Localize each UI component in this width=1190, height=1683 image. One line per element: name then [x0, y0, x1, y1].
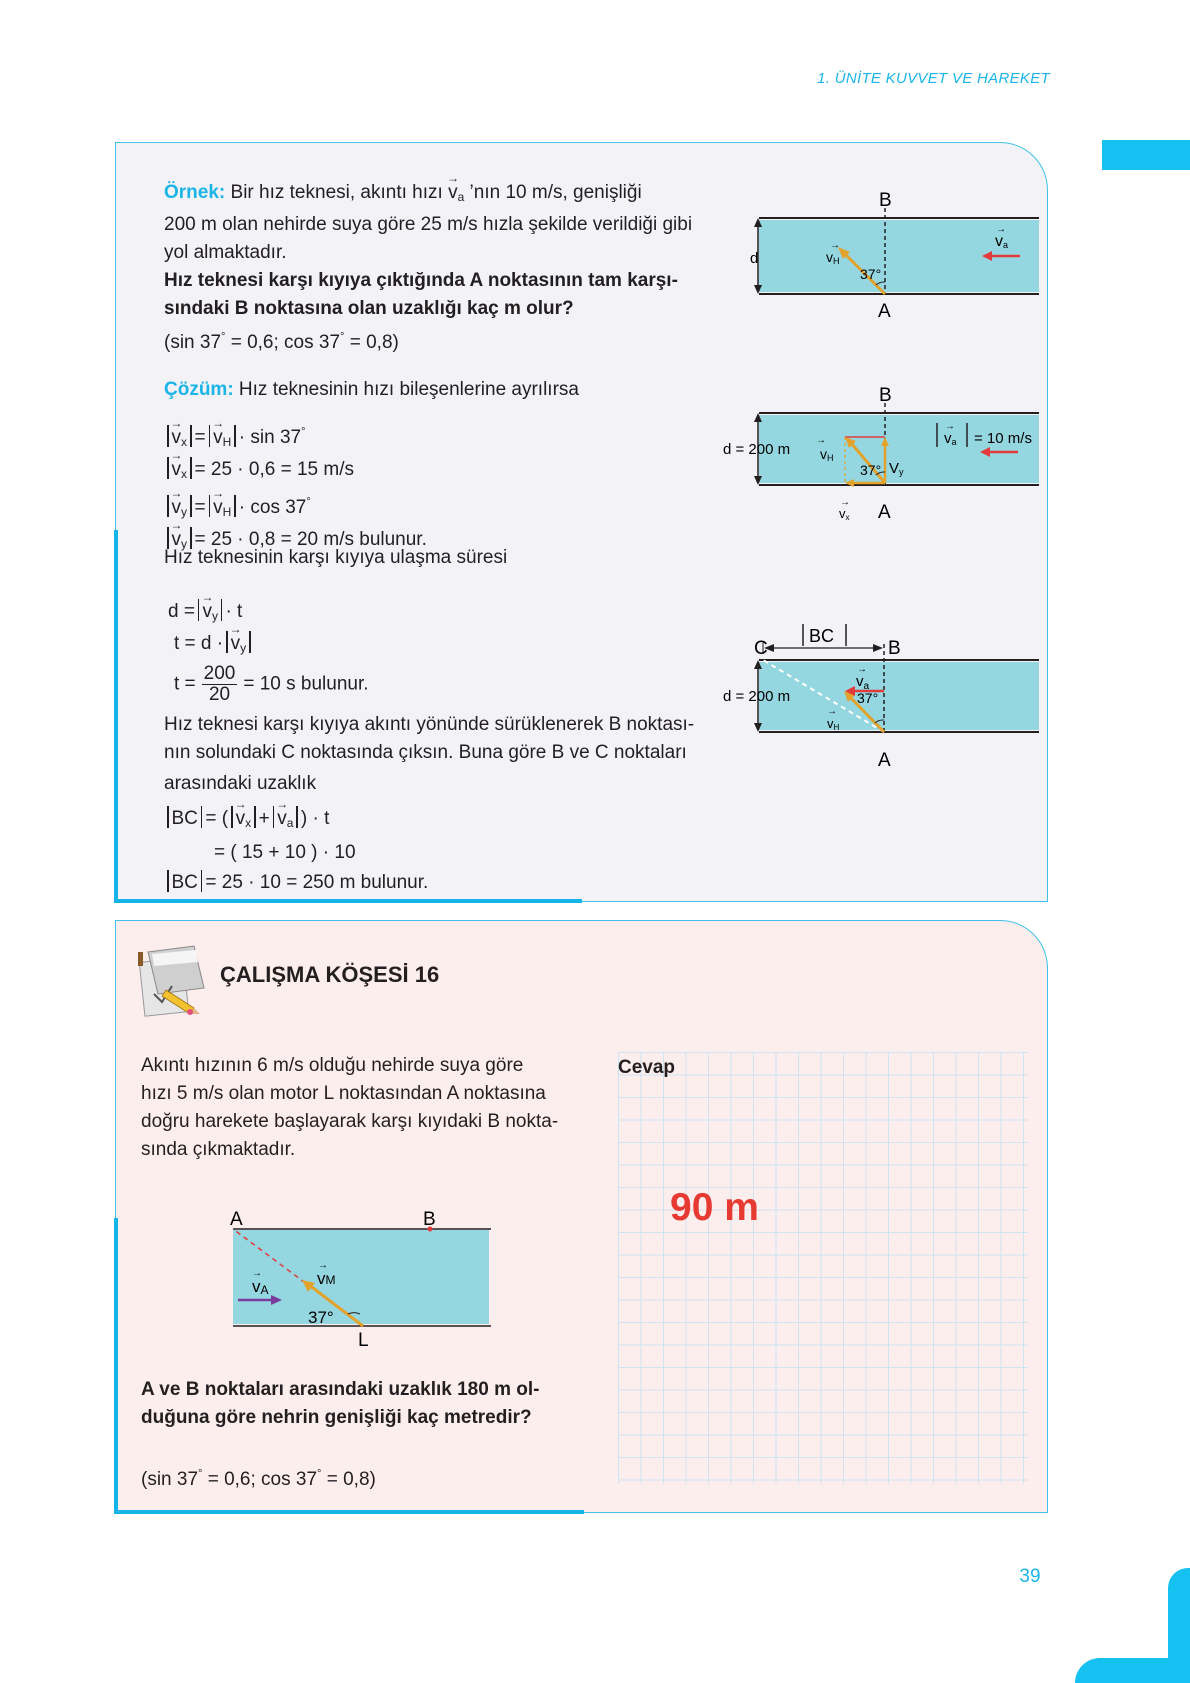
drift-text: Hız teknesi karşı kıyıya akıntı yönünde sürüklenerek B noktası- nın solundaki C noktasında çıksın. Buna göre B ve C noktaları arasındaki uzaklık	[164, 714, 695, 794]
example-accent-bar	[114, 530, 118, 903]
fig3-label-C: C	[754, 638, 768, 659]
page-number: 39	[1019, 1566, 1041, 1587]
fig3-label-d: d = 200 m	[723, 688, 791, 705]
solution-intro: Çözüm: Hız teknesinin hızı bileşenlerine ayrılırsa	[164, 379, 579, 400]
answer-value: 90 m	[670, 1186, 759, 1229]
svg-text:→: →	[857, 664, 867, 675]
solution-label: Çözüm:	[164, 379, 234, 400]
bc-equations: BC = (→ $v_x +\to v_a$ ) · t = ( 15 + 10 ) · 10 BC = 25 · 10 = 250 m bulunur.	[164, 805, 428, 897]
fig4-label-vM: vM	[317, 1269, 336, 1288]
figure-1-river	[740, 190, 1050, 330]
svg-text:→: →	[816, 435, 826, 446]
svg-text:→: →	[945, 421, 955, 432]
figure-3-river	[720, 618, 1050, 773]
solution-equations: → $v_x =\to v_H \cdot \sin 37^\circ$ → $v_x = 25 \cdot 0,6 = 15$ m/s → $v_y =\to v_H \cdot \cos 37^\circ$ → $v_y = 25 \cdot 0,8 = 20$ m/s bulunur.	[164, 418, 427, 558]
fig1-label-vH: vH	[826, 249, 840, 266]
fig1-label-A: A	[878, 301, 891, 322]
example-question-2: sındaki B noktasına olan uzaklığı kaç m olur?	[164, 298, 574, 319]
fig2-label-vH: vH	[820, 446, 834, 463]
answer-label: Cevap	[618, 1057, 676, 1078]
fig2-label-vx: vx	[839, 506, 850, 522]
example-question-1: Hız teknesi karşı kıyıya çıktığında A noktasının tam karşı-	[164, 270, 678, 291]
notebook-pencil-icon	[138, 942, 208, 1022]
work-title: ÇALIŞMA KÖŞESİ 16	[220, 962, 440, 987]
figure-4-river	[220, 1208, 500, 1348]
work-text: Akıntı hızının 6 m/s olduğu nehirde suya göre hızı 5 m/s olan motor L noktasından A noktasına doğru harekete başlayarak karşı kıyıdaki B nokta- sında çıkmaktadır.	[141, 1055, 559, 1160]
work-accent-bar-bottom	[114, 1510, 584, 1514]
fig2-label-A: A	[878, 502, 891, 523]
side-tab-decoration	[1102, 140, 1190, 170]
example-accent-bar-bottom	[114, 899, 582, 903]
fig3-label-va: $v_a$	[856, 673, 870, 692]
fig1-label-B: B	[879, 190, 892, 211]
corner-foot-decoration	[1075, 1658, 1190, 1683]
fig2-label-d: d = 200 m	[723, 441, 791, 458]
fig1-label-va: va	[995, 233, 1009, 250]
fig4-label-vA: vA	[252, 1277, 269, 1297]
river-water	[759, 662, 1039, 730]
fig2-label-va: va	[944, 430, 957, 447]
time-equations: $d =\to v_y \cdot t$ $t = d \cdot\to v_y$ t = $\frac{200}{20}$ = 10 s bulunur.	[168, 598, 369, 705]
fig4-label-A: A	[230, 1209, 243, 1230]
fig3-angle: 37°	[857, 690, 879, 706]
svg-text:→: →	[252, 1268, 262, 1279]
fig2-label-vy: Vy	[889, 460, 904, 477]
example-text: Örnek: Bir hız teknesi, akıntı hızı → $v_a$ ’nın 10 m/s, genişliği 200 m olan nehirde suya göre 25 m/s hızla şekilde verildiği gibi yol almaktadır. Hız teknesi karşı kıyıya çıktığında A noktasının tam karşı- sındaki B noktasına olan uzaklığı kaç m olur? (sin 37° = 0,6; cos 37° = 0,8)	[164, 179, 734, 357]
fig4-angle: 37°	[308, 1308, 334, 1327]
work-trig: (sin 37° = 0,6; cos 37° = 0,8)	[141, 1468, 376, 1490]
fig2-label-B: B	[879, 385, 892, 406]
time-intro: Hız teknesinin karşı kıyıya ulaşma süresi	[164, 547, 508, 568]
svg-text:→: →	[318, 1260, 328, 1271]
fig3-label-A: A	[878, 750, 891, 771]
chapter-header: 1. ÜNİTE KUVVET VE HAREKET	[817, 70, 1050, 87]
fig3-label-B: B	[888, 638, 901, 659]
svg-text:→: →	[827, 706, 837, 717]
fig4-label-B: B	[423, 1209, 436, 1230]
figure-2-river	[720, 385, 1050, 525]
fig3-label-BC: BC	[809, 626, 835, 646]
fig4-label-L: L	[358, 1330, 369, 1348]
svg-text:→: →	[840, 497, 850, 508]
fig1-angle: 37°	[860, 266, 882, 282]
example-trig: (sin 37° = 0,6; cos 37° = 0,8)	[164, 331, 399, 353]
work-accent-bar	[114, 1218, 118, 1514]
fig3-label-vH: vH	[827, 716, 840, 732]
example-label: Örnek:	[164, 182, 226, 203]
fig2-angle: 37°	[860, 462, 882, 478]
fig1-label-d: d	[750, 250, 759, 267]
river-water	[233, 1230, 489, 1324]
work-question: A ve B noktaları arasındaki uzaklık 180 m ol- duğuna göre nehrin genişliği kaç metredir?	[141, 1379, 540, 1428]
fig2-va-value: = 10 m/s	[974, 430, 1032, 447]
svg-text:→: →	[830, 240, 840, 251]
answer-grid[interactable]	[618, 1052, 1028, 1484]
svg-text:→: →	[996, 224, 1006, 235]
